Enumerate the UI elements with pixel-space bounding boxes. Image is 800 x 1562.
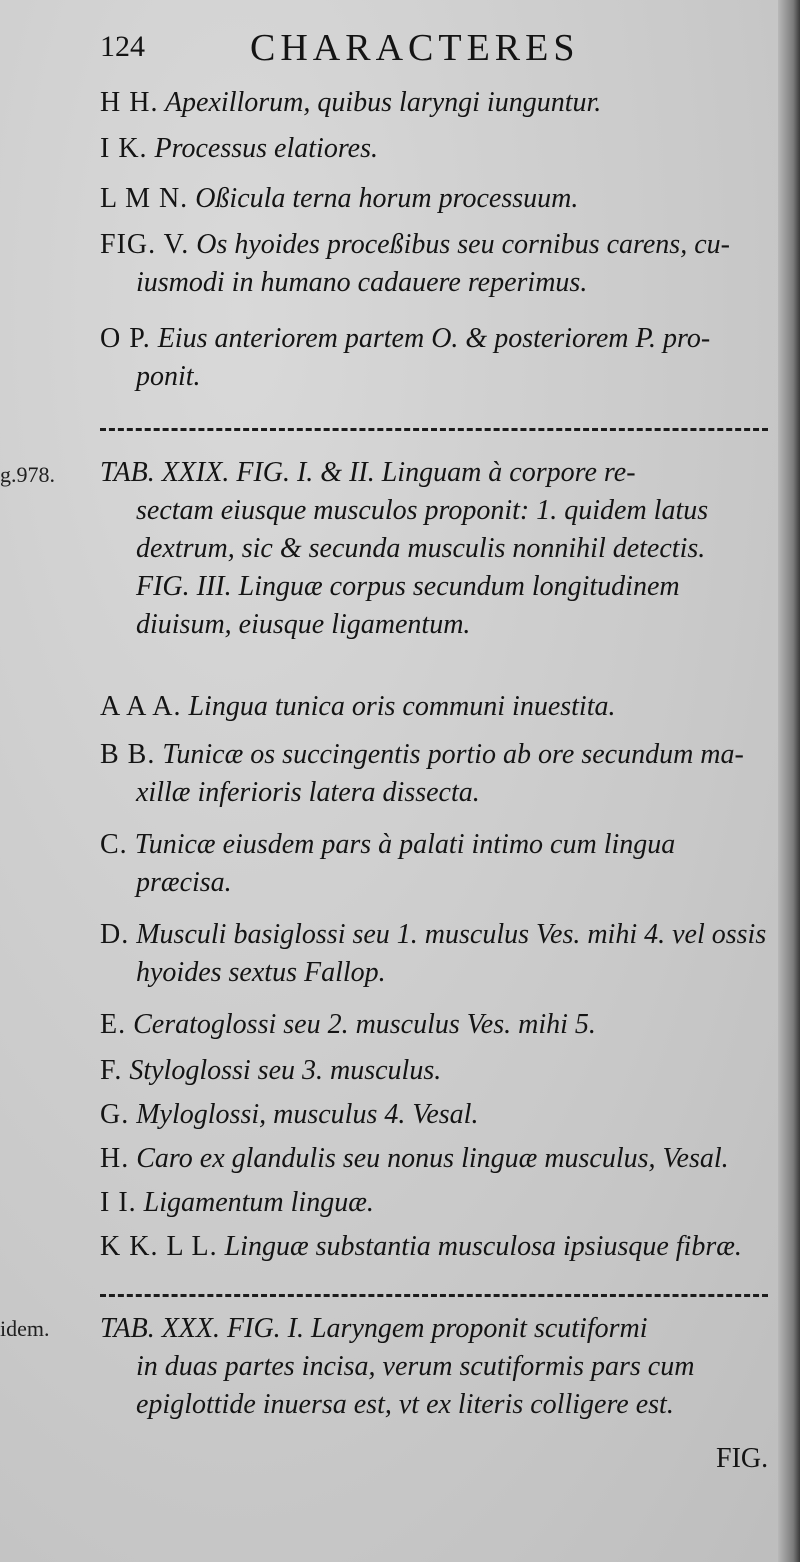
entry-text: Linguæ substantia musculosa ipsiusque fibræ. bbox=[224, 1231, 742, 1262]
entry-text: Myloglossi, musculus 4. Vesal. bbox=[136, 1099, 479, 1130]
margin-note-1: g.978. bbox=[0, 462, 55, 487]
section-divider-1 bbox=[100, 428, 768, 435]
intro-line: FIG. III. Linguæ corpus secundum longitudinem bbox=[136, 571, 680, 602]
entry-text: Styloglossi seu 3. musculus. bbox=[129, 1055, 442, 1086]
entry-text: Ligamentum linguæ. bbox=[143, 1187, 374, 1218]
running-head: CHARACTERES bbox=[250, 27, 580, 69]
intro-line: TAB. XXIX. FIG. I. & II. Linguam à corpore re- bbox=[100, 457, 636, 488]
section1-entry-op bbox=[100, 320, 768, 396]
entry-label: K K. L L. bbox=[100, 1231, 218, 1262]
entry-label: FIG. V. bbox=[100, 229, 190, 260]
entry-text: Oßicula terna horum processuum. bbox=[195, 183, 579, 214]
margin-note-2: idem. bbox=[0, 1316, 50, 1341]
entry-label: F. bbox=[100, 1055, 123, 1086]
entry-text: Apexillorum, quibus laryngi iunguntur. bbox=[164, 87, 602, 118]
section2-intro bbox=[100, 454, 768, 644]
section2-item-g bbox=[100, 1096, 768, 1134]
section3-intro bbox=[100, 1310, 768, 1424]
entry-label: B B. bbox=[100, 739, 156, 770]
entry-text-cont: ponit. bbox=[136, 361, 201, 392]
entry-label: E. bbox=[100, 1009, 127, 1040]
entry-text: Tunicæ eiusdem pars à palati intimo cum lingua bbox=[134, 829, 676, 860]
entry-label: H H. bbox=[100, 87, 159, 118]
entry-label: H. bbox=[100, 1143, 130, 1174]
entry-label: D. bbox=[100, 919, 130, 950]
entry-label: O P. bbox=[100, 323, 151, 354]
entry-text: Ceratoglossi seu 2. musculus Ves. mihi 5. bbox=[133, 1009, 596, 1040]
section1-entry-fig5 bbox=[100, 226, 768, 302]
section2-item-f bbox=[100, 1052, 768, 1090]
entry-text-cont: iusmodi in humano cadauere reperimus. bbox=[136, 267, 588, 298]
entry-text: Os hyoides proceßibus seu cornibus carens, cu- bbox=[196, 229, 730, 260]
entry-label: C. bbox=[100, 829, 128, 860]
entry-label: I I. bbox=[100, 1187, 137, 1218]
intro-line: diuisum, eiusque ligamentum. bbox=[136, 609, 471, 640]
section2-item-aaa bbox=[100, 688, 768, 726]
intro-line: epiglottide inuersa est, vt ex literis colligere est. bbox=[136, 1389, 674, 1420]
intro-line: sectam eiusque musculos proponit: 1. quidem latus bbox=[136, 495, 709, 526]
section2-item-d bbox=[100, 916, 768, 992]
entry-label: L M N. bbox=[100, 183, 189, 214]
entry-text: Tunicæ os succingentis portio ab ore secundum ma- bbox=[162, 739, 744, 770]
entry-text: Lingua tunica oris communi inuestita. bbox=[188, 691, 616, 722]
catchword: FIG. bbox=[716, 1443, 769, 1474]
entry-text: Eius anteriorem partem O. & posteriorem P. pro- bbox=[157, 323, 711, 354]
intro-line: dextrum, sic & secunda musculis nonnihil detectis. bbox=[136, 533, 706, 564]
entry-text-cont: præcisa. bbox=[136, 867, 232, 898]
entry-text-cont: xillæ inferioris latera dissecta. bbox=[136, 777, 480, 808]
intro-line: TAB. XXX. FIG. I. Laryngem proponit scutiformi bbox=[100, 1313, 648, 1344]
section2-item-bb bbox=[100, 736, 768, 812]
entry-text: Musculi basiglossi seu 1. musculus Ves. mihi 4. vel ossis bbox=[136, 919, 767, 950]
page-header bbox=[100, 22, 660, 82]
section2-item-ii bbox=[100, 1184, 768, 1222]
section1-entry-ik bbox=[100, 130, 768, 168]
section2-item-kkll bbox=[100, 1228, 768, 1266]
intro-line: in duas partes incisa, verum scutiformis pars cum bbox=[136, 1351, 695, 1382]
entry-text: Processus elatiores. bbox=[154, 133, 378, 164]
section-divider-2 bbox=[100, 1294, 768, 1301]
section2-item-e bbox=[100, 1006, 768, 1044]
page-edge-shadow bbox=[778, 0, 800, 1562]
section1-entry-hh bbox=[100, 84, 768, 122]
entry-text-cont: hyoides sextus Fallop. bbox=[136, 957, 386, 988]
entry-label: I K. bbox=[100, 133, 148, 164]
entry-label: G. bbox=[100, 1099, 130, 1130]
page-number: 124 bbox=[100, 30, 145, 63]
section1-entry-lmn bbox=[100, 180, 768, 218]
section2-item-c bbox=[100, 826, 768, 902]
entry-text: Caro ex glandulis seu nonus linguæ musculus, Vesal. bbox=[136, 1143, 729, 1174]
section2-item-h bbox=[100, 1140, 768, 1178]
entry-label: A A A. bbox=[100, 691, 182, 722]
